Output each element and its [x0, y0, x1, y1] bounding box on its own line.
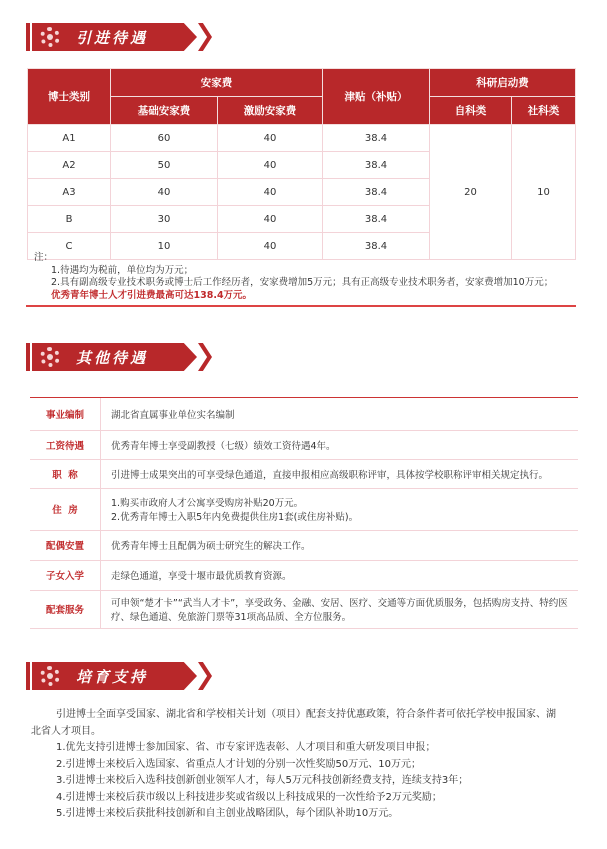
support-item: 5.引进博士来校后获批科技创新和自主创业战略团队，每个团队补助10万元。	[56, 808, 399, 819]
section-banner-support	[26, 662, 211, 690]
row-line: 2.优秀青年博士入职5年内免费提供住房1套(或住房补贴)。	[111, 512, 359, 523]
note-2: 2.具有副高级专业技术职务或博士后工作经历者，安家费增加5万元；具有正高级专业技术职务者，安家费增加10万元；	[51, 277, 554, 288]
table-cell: A1	[28, 125, 111, 152]
note-highlight: 优秀青年博士人才引进费最高可达138.4万元。	[51, 289, 253, 301]
chevron-right-icon	[198, 662, 212, 690]
gear-icon	[40, 347, 60, 367]
table-cell: C	[28, 233, 111, 260]
table-cell: 38.4	[323, 179, 430, 206]
table-row	[30, 459, 578, 488]
row-label: 工资待遇	[30, 430, 101, 459]
row-line: 走绿色通道，享受十堰市最优质教育资源。	[111, 571, 292, 582]
table-row	[30, 430, 578, 459]
table-row	[30, 488, 578, 530]
table-row	[30, 590, 578, 628]
header-incentive: 激励安家费	[218, 97, 323, 125]
table-cell: 30	[111, 206, 218, 233]
row-line: 湖北省直属事业单位实名编制	[111, 409, 235, 421]
header-settle: 安家费	[111, 69, 323, 97]
row-line: 引进博士成果突出的可享受绿色通道，直接申报相应高级职称评审，具体按学校职称评审相关规定执行。	[111, 469, 549, 481]
row-value	[101, 430, 579, 459]
introduction-benefits-table	[27, 68, 576, 260]
row-label: 事业编制	[30, 398, 101, 430]
table-cell: 60	[111, 125, 218, 152]
row-value	[101, 488, 579, 530]
support-item: 4.引进博士来校后获市级以上科技进步奖或省级以上科技成果的一次性给予2万元奖励；	[56, 791, 442, 803]
section-banner-other	[26, 343, 211, 371]
table-row	[30, 530, 578, 560]
table-cell: 38.4	[323, 233, 430, 260]
table-cell: 40	[111, 179, 218, 206]
row-label: 职 称	[30, 459, 101, 488]
table-cell: 50	[111, 152, 218, 179]
table-cell: 38.4	[323, 152, 430, 179]
row-label: 子女入学	[30, 560, 101, 590]
research-sci: 20	[430, 125, 512, 260]
table-cell: 10	[111, 233, 218, 260]
table-row	[30, 398, 578, 430]
table-cell: 40	[218, 206, 323, 233]
header-sci: 自科类	[430, 97, 512, 125]
note-1: 1.待遇均为税前，单位均为万元；	[51, 264, 194, 276]
section-title: 引进待遇	[76, 29, 149, 47]
row-value	[101, 590, 579, 628]
table-cell: 40	[218, 152, 323, 179]
table-row	[28, 125, 576, 152]
gear-icon	[40, 27, 60, 47]
table-cell: A2	[28, 152, 111, 179]
support-item: 3.引进博士来校后入选科技创新创业领军人才，每人5万元科技创新经费支持，连续支持3年；	[56, 775, 469, 786]
row-label: 配偶安置	[30, 530, 101, 560]
gear-icon	[40, 666, 60, 686]
support-item: 2.引进博士来校后入选国家、省重点人才计划的分别一次性奖励50万元、10万元；	[56, 758, 421, 770]
row-line: 1.购买市政府人才公寓享受购房补贴20万元。	[111, 498, 304, 509]
section-banner-introduction	[26, 23, 211, 51]
row-value	[101, 560, 579, 590]
table-cell: B	[28, 206, 111, 233]
table-row	[30, 560, 578, 590]
header-category: 博士类别	[28, 69, 111, 125]
research-soc: 10	[512, 125, 576, 260]
section-title: 其他待遇	[76, 349, 149, 367]
header-base: 基础安家费	[111, 97, 218, 125]
row-label: 住 房	[30, 488, 101, 530]
chevron-right-icon	[198, 23, 212, 51]
header-research: 科研启动费	[430, 69, 576, 97]
table-cell: A3	[28, 179, 111, 206]
support-item: 1.优先支持引进博士参加国家、省、市专家评选表彰、人才项目和重大研发项目申报；	[56, 742, 436, 753]
support-text	[31, 707, 561, 823]
table-cell: 38.4	[323, 206, 430, 233]
table-cell: 40	[218, 125, 323, 152]
section-title: 培育支持	[76, 668, 149, 686]
row-value	[101, 398, 579, 430]
header-soc: 社科类	[512, 97, 576, 125]
chevron-right-icon	[198, 343, 212, 371]
table-cell: 40	[218, 233, 323, 260]
other-benefits-table	[30, 398, 578, 629]
notes-label: 注：	[34, 252, 54, 263]
row-line: 优秀青年博士享受副教授（七级）绩效工资待遇4年。	[111, 440, 336, 452]
row-line: 优秀青年博士且配偶为硕士研究生的解决工作。	[111, 541, 311, 552]
divider	[26, 305, 576, 307]
support-intro: 引进博士全面享受国家、湖北省和学校相关计划（项目）配套支持优惠政策，符合条件者可依托学校申报国家、湖北省人才项目。	[31, 709, 556, 737]
table-cell: 38.4	[323, 125, 430, 152]
row-value	[101, 530, 579, 560]
table-cell: 40	[218, 179, 323, 206]
header-allowance: 津贴（补贴）	[323, 69, 430, 125]
row-label: 配套服务	[30, 590, 101, 628]
notes	[34, 252, 553, 302]
row-line: 可申领“楚才卡”“武当人才卡”，享受政务、金融、安居、医疗、交通等方面优质服务，包括购房支持、特约医疗、绿色通道、免旅游门票等31项高品质、全方位服务。	[111, 598, 568, 623]
row-value	[101, 459, 579, 488]
